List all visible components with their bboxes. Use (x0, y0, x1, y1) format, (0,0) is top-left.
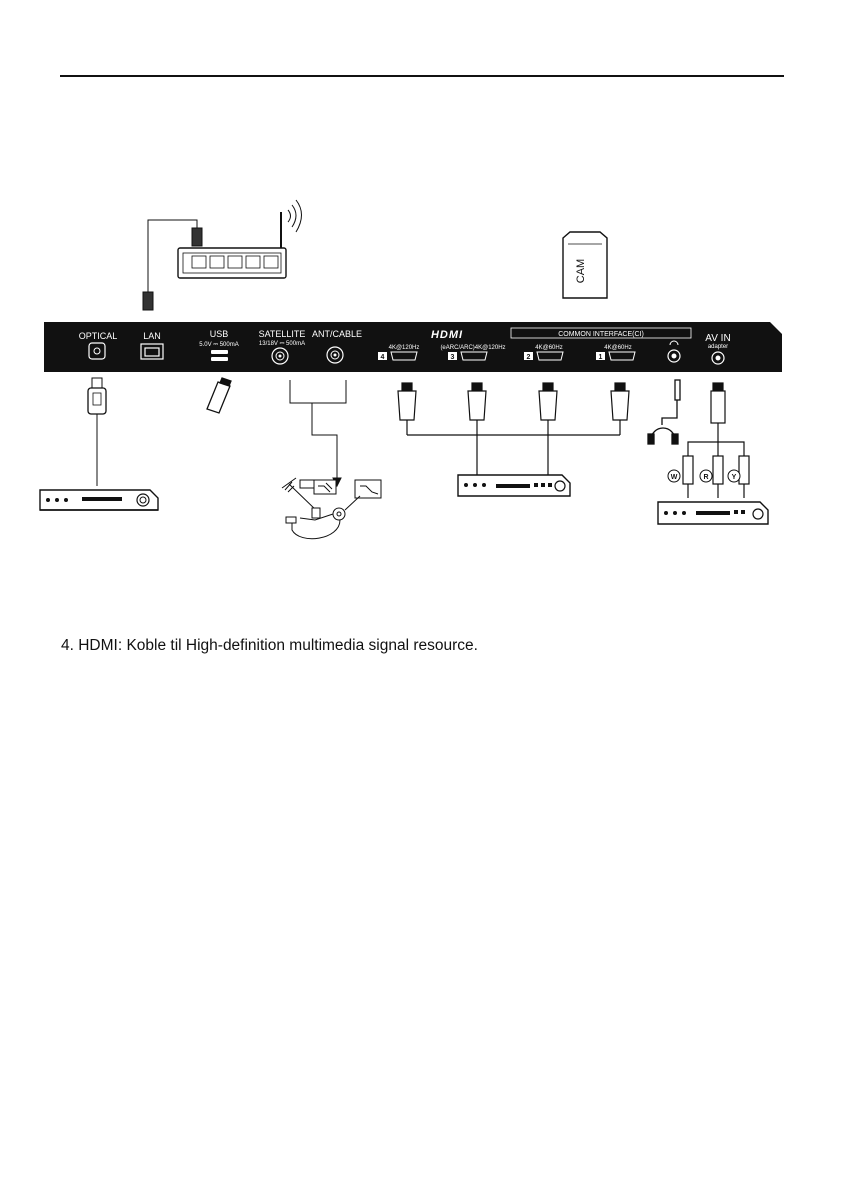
rca-yellow-label: Y (731, 474, 737, 481)
rca-red-label: R (703, 474, 709, 481)
hdmi-port-1-spec: 4K@60Hz (604, 345, 632, 351)
hdmi-port-4-num: 4 (380, 354, 385, 361)
hdmi-port-3-num: 3 (450, 354, 455, 361)
hdmi-caption: 4. HDMI: Koble til High-definition multimedia signal resource. (61, 637, 478, 654)
hdmi-port-2-num: 2 (526, 354, 531, 361)
satellite-spec: 13/18V ⎓ 500mA (258, 341, 306, 347)
common-interface-label: COMMON INTERFACE(CI) (558, 331, 644, 338)
rca-white-label: W (670, 474, 678, 481)
optical-device-icon (40, 490, 158, 510)
antenna-cable-lines (290, 380, 346, 486)
av-in-label: AV IN (705, 333, 731, 344)
optical-cable-icon (88, 378, 106, 486)
ant-cable-label: ANT/CABLE (311, 329, 363, 339)
usb-spec: 5.0V ⎓ 500mA (199, 342, 239, 348)
hdmi-port-1-num: 1 (598, 354, 603, 361)
hdmi-device-icon (458, 475, 570, 496)
headphone-icon (648, 380, 680, 444)
av-in-sub-label: adapter (707, 344, 729, 350)
usb-stick-icon (207, 378, 231, 413)
hdmi-port-4-spec: 4K@120Hz (388, 345, 420, 351)
usb-label: USB (209, 329, 229, 339)
rca-color-markers (668, 470, 740, 482)
hdmi-port-2-spec: 4K@60Hz (535, 345, 563, 351)
hdmi-logo: HDMI (430, 329, 464, 341)
hdmi-cable-icons (398, 383, 629, 475)
cam-card-icon (563, 232, 607, 298)
hdmi-port-3-spec: (eARC/ARC)4K@120Hz (440, 345, 506, 351)
cam-label: CAM (575, 258, 587, 284)
optical-label: OPTICAL (78, 331, 118, 341)
satellite-label: SATELLITE (258, 329, 306, 339)
lan-label: LAN (143, 331, 161, 341)
rca-cable-icons (683, 383, 749, 498)
antenna-icon (282, 478, 381, 539)
av-device-icon (658, 502, 768, 524)
